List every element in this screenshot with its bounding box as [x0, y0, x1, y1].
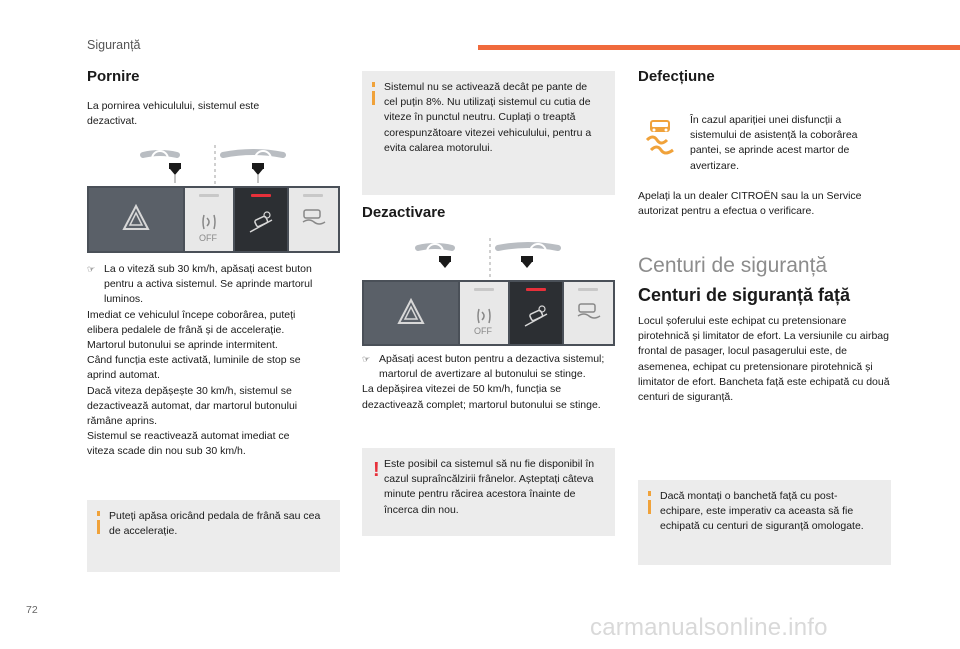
- traction-button[interactable]: [564, 282, 613, 344]
- section-title: Centuri de siguranță: [638, 254, 828, 277]
- warning-box-brakes: ! Este posibil ca sistemul să nu fie disponibil în cazul supraîncălzirii frânelor. Așteptați câteva minute pentru răcirea acestora înainte de încerca din nou.: [362, 448, 615, 536]
- pornire-body-line: dezactivează automat, dar martorul butonului: [87, 399, 298, 412]
- defectiune-body: Apelați la un dealer CITROËN sau la un Service autorizat pentru a efectua o verificare.: [638, 190, 862, 218]
- control-panel: [87, 186, 340, 253]
- header-accent-bar: [478, 45, 960, 50]
- info-box-bench: Dacă montați o banchetă față cu post-echipare, este imperativ ca aceasta să fie echipată cu centuri de siguranță omologate.: [638, 480, 891, 565]
- traction-icon: [576, 300, 602, 322]
- seatbelt-subtitle: Centuri de siguranță față: [638, 285, 851, 305]
- hill-descent-button[interactable]: [235, 188, 287, 251]
- off-label: OFF: [474, 326, 492, 336]
- hazard-triangle-icon: [397, 298, 425, 326]
- fault-text: În cazul apariției unei disfuncții a sistemului de asistență la coborârea pantei, se aprinde acest martor de avertizare.: [690, 114, 858, 172]
- pointing-finger-icon: ☞: [362, 354, 371, 364]
- pornire-body-line: rămâne aprins.: [87, 415, 158, 428]
- esp-off-button[interactable]: [185, 188, 233, 251]
- hill-descent-icon: [523, 304, 549, 330]
- pornire-body-line: elibera pedalele de frână și de accelerație.: [87, 323, 285, 336]
- dezactivare-body: La depășirea vitezei de 50 km/h, funcția se dezactivează complet; martorul butonului se stinge.: [362, 383, 601, 411]
- info-icon: [97, 511, 100, 516]
- pointing-finger-icon: ☞: [87, 264, 96, 274]
- steering-column-illustration: [410, 238, 570, 278]
- info-icon: [648, 491, 651, 496]
- off-label: OFF: [199, 233, 217, 243]
- esp-icon: [199, 212, 219, 232]
- info-icon: [372, 82, 375, 87]
- info-box-slope: Sistemul nu se activează decât pe pante de cel puțin 8%. Nu utilizați sistemul cu cutia de viteze în punctul neutru. Cuplați o treaptă corespunzătoare vitezei vehiculului, pentru a evita calarea motorului.: [362, 71, 615, 195]
- pornire-body-line: Sistemul se reactivează automat imediat ce: [87, 430, 290, 443]
- pornire-body-line: aprind automat.: [87, 369, 160, 382]
- steering-column-illustration: [135, 145, 295, 185]
- control-panel: [362, 280, 615, 346]
- pornire-body-line: Dacă viteza depășește 30 km/h, sistemul se: [87, 384, 292, 397]
- pornire-body-line: Când funcția este activată, luminile de stop se: [87, 354, 301, 367]
- esp-off-button[interactable]: [460, 282, 508, 344]
- hill-descent-button[interactable]: [510, 282, 562, 344]
- defectiune-title: Defecțiune: [638, 68, 715, 85]
- traction-icon: [301, 206, 327, 228]
- dezactivare-bullet: ☞ Apăsați acest buton pentru a dezactiva sistemul; martorul de avertizare al butonului se stinge.: [362, 353, 605, 381]
- pornire-body-line: Imediat ce vehiculul începe coborârea, puteți: [87, 308, 296, 321]
- pornire-bullet: ☞ La o viteză sub 30 km/h, apăsați acest buton pentru a activa sistemul. Se aprinde martorul luminos.: [87, 263, 313, 306]
- hill-descent-icon: [248, 210, 274, 236]
- page-number: 72: [26, 604, 38, 616]
- hill-descent-warning-icon: [643, 118, 677, 158]
- section-header: Siguranță: [87, 38, 141, 52]
- pornire-body-line: Martorul butonului se aprinde intermitent.: [87, 339, 278, 352]
- hazard-button[interactable]: [89, 188, 183, 251]
- traction-button[interactable]: [289, 188, 338, 251]
- hazard-triangle-icon: [122, 204, 150, 232]
- hazard-button[interactable]: [364, 282, 458, 344]
- pornire-intro: La pornirea vehiculului, sistemul este dezactivat.: [87, 100, 260, 128]
- watermark: carmanualsonline.info: [590, 614, 828, 641]
- pornire-body-line: viteza scade din nou sub 30 km/h.: [87, 445, 246, 458]
- esp-icon: [474, 306, 494, 326]
- pornire-title: Pornire: [87, 68, 140, 85]
- seatbelt-paragraph: Locul șoferului este echipat cu pretensionare pirotehnică și limitator de efort. La versiunile cu airbag frontal de pasager, locul pasagerului este, de asemenea, echipat cu pretensionare pirotehnică și limitator de efort. Bancheta față este echipată cu două centuri de siguranță.: [638, 315, 890, 404]
- exclamation-icon: !: [373, 459, 380, 481]
- dezactivare-title: Dezactivare: [362, 204, 446, 221]
- info-box-brake: Puteți apăsa oricând pedala de frână sau cea de accelerație.: [87, 500, 340, 572]
